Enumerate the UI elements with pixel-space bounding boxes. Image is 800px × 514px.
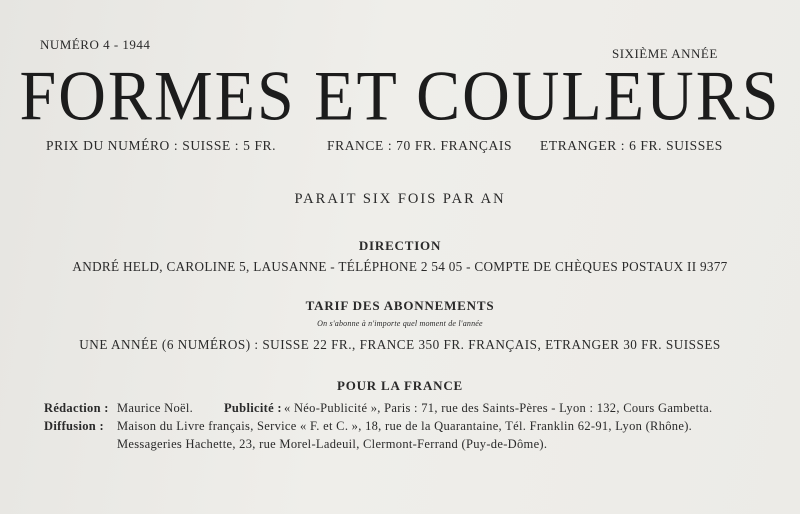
- redaction-label: Rédaction :: [44, 401, 109, 415]
- masthead-title: FORMES ET COULEURS: [19, 57, 781, 136]
- subscription-rates: UNE ANNÉE (6 NUMÉROS) : SUISSE 22 FR., FRANCE 350 FR. FRANÇAIS, ETRANGER 30 FR. SUISSES: [79, 337, 721, 352]
- publicite-label: Publicité :: [224, 401, 282, 415]
- price-suisse: PRIX DU NUMÉRO : SUISSE : 5 FR.: [46, 138, 277, 153]
- france-heading: POUR LA FRANCE: [336, 378, 464, 393]
- redaction-value: Maurice Noël.: [117, 401, 194, 415]
- price-france: FRANCE : 70 FR. FRANÇAIS: [327, 138, 513, 153]
- messageries-value: Messageries Hachette, 23, rue Morel-Ladeuil, Clermont-Ferrand (Puy-de-Dôme).: [117, 437, 548, 451]
- diffusion-label: Diffusion :: [44, 419, 104, 433]
- direction-details: ANDRÉ HELD, CAROLINE 5, LAUSANNE - TÉLÉPHONE 2 54 05 - COMPTE DE CHÈQUES POSTAUX II 9377: [72, 259, 728, 274]
- issue-number: NUMÉRO 4 - 1944: [40, 37, 151, 52]
- direction-heading: DIRECTION: [358, 238, 442, 253]
- year-label: SIXIÈME ANNÉE: [612, 46, 718, 61]
- publicite-value: « Néo-Publicité », Paris : 71, rue des Saints-Pères - Lyon : 132, Cours Gambetta.: [284, 401, 713, 415]
- price-etranger: ETRANGER : 6 FR. SUISSES: [540, 138, 723, 153]
- subscription-heading: TARIF DES ABONNEMENTS: [305, 298, 495, 313]
- subscription-note: On s'abonne à n'importe quel moment de l'année: [317, 319, 483, 328]
- publication-frequency: PARAIT SIX FOIS PAR AN: [294, 191, 506, 207]
- diffusion-value: Maison du Livre français, Service « F. et C. », 18, rue de la Quarantaine, Tél. Franklin 62-91, Lyon (Rhône).: [117, 419, 693, 433]
